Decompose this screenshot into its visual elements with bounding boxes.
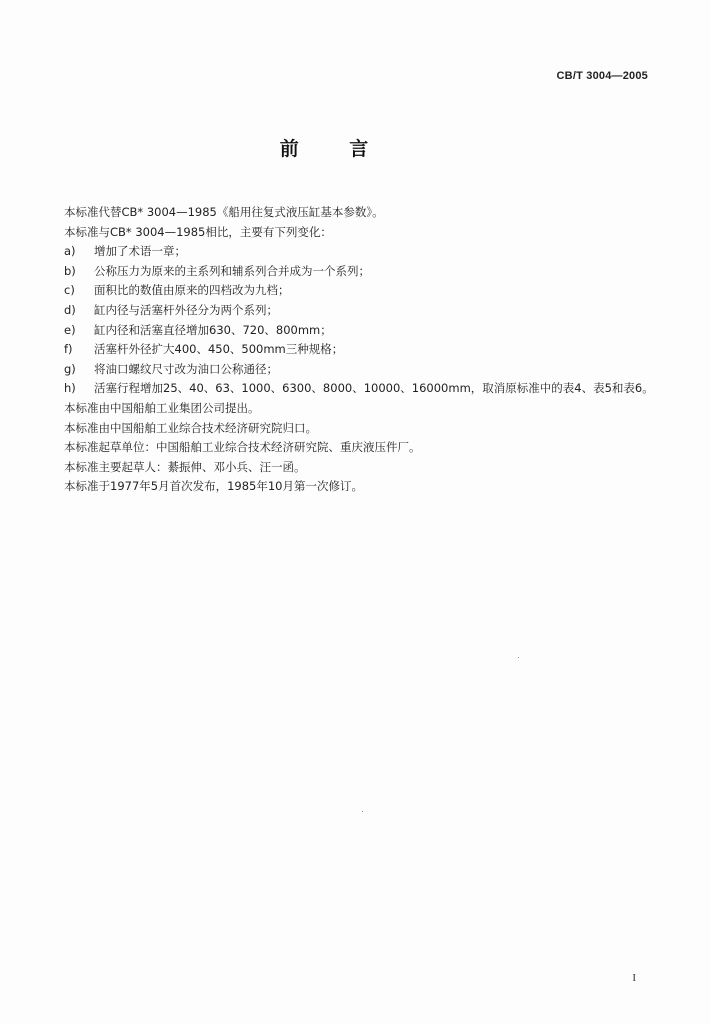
change-text: 缸内径和活塞直径增加630、720、800mm； bbox=[94, 322, 332, 337]
change-item bbox=[64, 301, 656, 321]
change-marker: e) bbox=[64, 322, 76, 337]
change-text: 活塞杆外径扩大400、450、500mm三种规格； bbox=[94, 342, 344, 357]
change-item bbox=[64, 262, 656, 282]
change-text: 公称压力为原来的主系列和辅系列合并成为一个系列； bbox=[94, 263, 370, 278]
scan-speck bbox=[518, 657, 519, 658]
page-number: I bbox=[632, 972, 636, 984]
scan-speck bbox=[362, 811, 363, 812]
closing-drafters: 本标准主要起草人：綦振伸、邓小兵、汪一函。 bbox=[64, 459, 306, 474]
closing-proposer: 本标准由中国船舶工业集团公司提出。 bbox=[64, 400, 260, 415]
standard-code: CB/T 3004—2005 bbox=[556, 70, 648, 82]
change-marker: h) bbox=[64, 381, 76, 396]
change-marker: g) bbox=[64, 361, 76, 376]
change-text: 面积比的数值由原来的四档改为九档； bbox=[94, 283, 290, 298]
page-title: 前 言 bbox=[279, 138, 391, 160]
change-marker: d) bbox=[64, 302, 76, 317]
paragraph-changes-intro: 本标准与CB* 3004—1985相比，主要有下列变化： bbox=[64, 224, 332, 239]
change-marker: f) bbox=[64, 342, 73, 357]
change-item bbox=[64, 281, 656, 301]
change-item bbox=[64, 321, 656, 341]
change-marker: a) bbox=[64, 244, 76, 259]
closing-drafting-units: 本标准起草单位：中国船舶工业综合技术经济研究院、重庆液压件厂。 bbox=[64, 440, 421, 455]
change-item bbox=[64, 340, 656, 360]
change-text: 活塞行程增加25、40、63、1000、6300、8000、10000、16000mm，取消原标准中的表4、表5和表6。 bbox=[94, 381, 654, 396]
change-text: 缸内径与活塞杆外径分为两个系列； bbox=[94, 302, 278, 317]
change-text: 将油口螺纹尺寸改为油口公称通径； bbox=[94, 361, 278, 376]
change-item bbox=[64, 360, 656, 380]
change-marker: b) bbox=[64, 263, 76, 278]
change-item bbox=[64, 242, 656, 262]
document-body bbox=[64, 203, 656, 497]
change-marker: c) bbox=[64, 283, 75, 298]
change-text: 增加了术语一章； bbox=[94, 244, 186, 259]
change-item bbox=[64, 379, 656, 399]
closing-history: 本标准于1977年5月首次发布，1985年10月第一次修订。 bbox=[64, 479, 363, 494]
paragraph-replacement: 本标准代替CB* 3004—1985《船用往复式液压缸基本参数》。 bbox=[64, 205, 384, 219]
closing-administrator: 本标准由中国船舶工业综合技术经济研究院归口。 bbox=[64, 420, 317, 435]
